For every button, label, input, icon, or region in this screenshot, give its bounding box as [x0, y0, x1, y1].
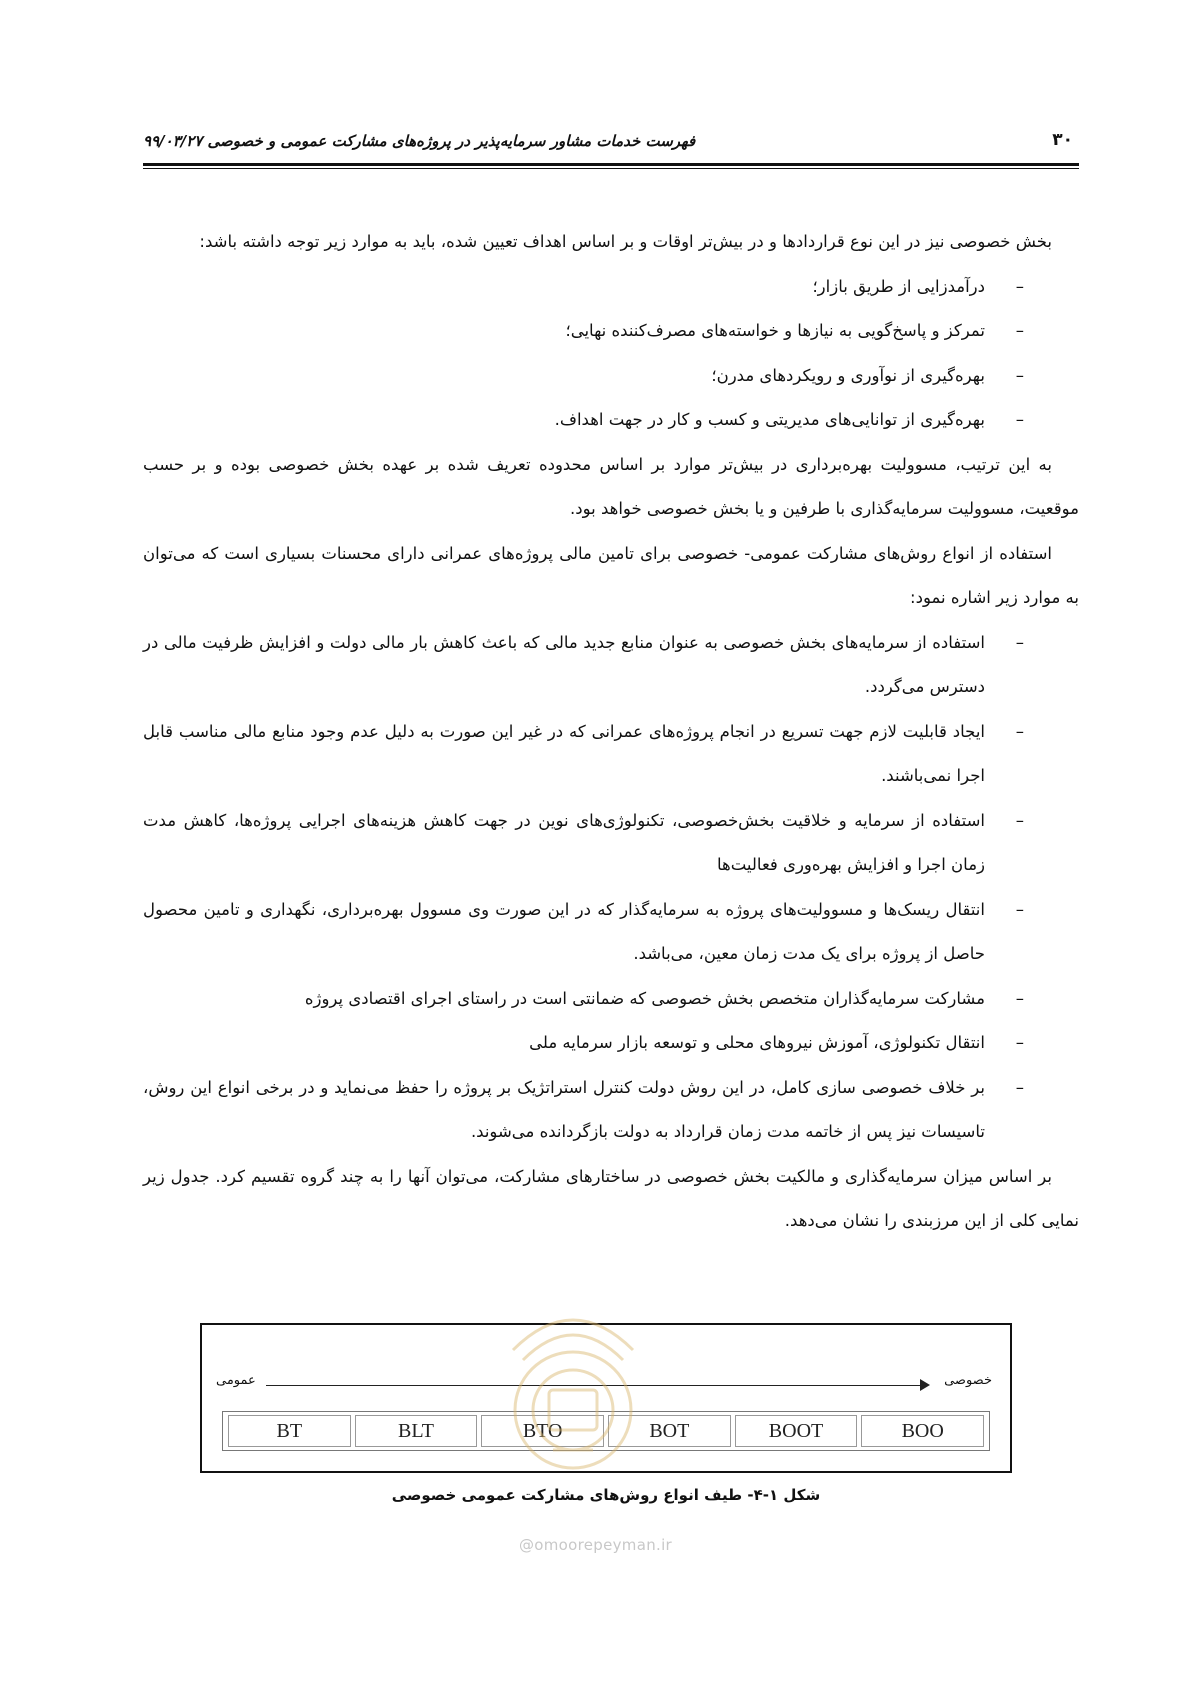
list-item: – استفاده از سرمایه‌های بخش خصوصی به عنوان منابع جدید مالی که باعث کاهش بار مالی دولت و افزایش ظرفیت مالی در دسترس می‌گردد. [143, 621, 1079, 710]
page-header [143, 128, 1079, 162]
dash-bullet: – [1015, 1077, 1024, 1097]
list-item: – ایجاد قابلیت لازم جهت تسریع در انجام پروژه‌های عمرانی که در غیر این صورت به دلیل عدم وجود منابع مالی مناسب قابل اجرا نمی‌باشند. [143, 710, 1079, 799]
dash-bullet: – [1015, 721, 1024, 741]
list-item: – مشارکت سرمایه‌گذاران متخصص بخش خصوصی که ضمانتی است در راستای اجرای اقتصادی پروژه [143, 977, 1079, 1022]
dash-bullet: – [1015, 810, 1024, 830]
body-text [143, 220, 1079, 1244]
header-rule-thin [143, 168, 1079, 169]
list-item: – بهره‌گیری از نوآوری و رویکردهای مدرن؛ [143, 354, 1079, 399]
list-item: – انتقال ریسک‌ها و مسوولیت‌های پروژه به سرمایه‌گذار که در این صورت وی مسوول بهره‌برداری، نگهداری و تامین محصول حاصل از پروژه برای یک مدت زمان معین، می‌باشد. [143, 888, 1079, 977]
seal-watermark-icon [483, 1290, 663, 1490]
paragraph-1: بخش خصوصی نیز در این نوع قراردادها و در بیش‌تر اوقات و بر اساس اهداف تعیین شده، باید به موارد زیر توجه داشته باشد: [199, 232, 1052, 251]
cell-blt: BLT [355, 1415, 478, 1447]
cell-boo: BOO [861, 1415, 984, 1447]
figure-caption: شکل ۱-۴- طیف انواع روش‌های مشارکت عمومی خصوصی [391, 1486, 821, 1504]
header-rule-thick [143, 163, 1079, 166]
list-item: – تمرکز و پاسخ‌گویی به نیازها و خواسته‌های مصرف‌کننده نهایی؛ [143, 309, 1079, 354]
list-item: – استفاده از سرمایه و خلاقیت بخش‌خصوصی، تکنولوژی‌های نوین در جهت کاهش هزینه‌های اجرایی پروژه‌ها، کاهش مدت زمان اجرا و افزایش بهره‌وری فعالیت‌ها [143, 799, 1079, 888]
cell-boot: BOOT [735, 1415, 858, 1447]
paragraph-4: بر اساس میزان سرمایه‌گذاری و مالکیت بخش خصوصی در ساختارهای مشارکت، می‌توان آنها را به چند گروه تقسیم کرد. جدول زیر نمایی کلی از این مرزبندی را نشان می‌دهد. [143, 1166, 1079, 1230]
dash-bullet: – [1015, 632, 1024, 652]
label-public: عمومی [216, 1373, 256, 1388]
list-item: – درآمدزایی از طریق بازار؛ [143, 265, 1079, 310]
watermark-site: @omoorepeyman.ir [518, 1536, 673, 1554]
list-1 [143, 265, 1079, 443]
arrow-head-icon [920, 1379, 930, 1391]
list-item: – بر خلاف خصوصی سازی کامل، در این روش دولت کنترل استراتژیک بر پروژه را حفظ می‌نماید و در برخی انواع این روش، تاسیسات نیز پس از خاتمه مدت زمان قرارداد به دولت بازگردانده می‌شوند. [143, 1066, 1079, 1155]
list-item: – بهره‌گیری از توانایی‌های مدیریتی و کسب و کار در جهت اهداف. [143, 398, 1079, 443]
dash-bullet: – [1015, 988, 1024, 1008]
dash-bullet: – [1015, 1033, 1024, 1052]
cell-bt: BT [228, 1415, 351, 1447]
paragraph-3: استفاده از انواع روش‌های مشارکت عمومی- خصوصی برای تامین مالی پروژه‌های عمرانی دارای محسنات بسیاری است که می‌توان به موارد زیر اشاره نمود: [143, 543, 1079, 607]
page-number: ۳۰ [1052, 130, 1073, 150]
paragraph-2: به این ترتیب، مسوولیت بهره‌برداری در بیش‌تر موارد بر اساس محدوده تعریف شده بر عهده بخش خصوصی بوده و بر حسب موقعیت، مسوولیت سرمایه‌گذاری با طرفین و یا بخش خصوصی خواهد بود. [143, 454, 1079, 518]
dash-bullet: – [1015, 321, 1024, 340]
dash-bullet: – [1015, 365, 1024, 385]
list-2 [143, 621, 1079, 1155]
list-item: – انتقال تکنولوژی، آموزش نیروهای محلی و توسعه بازار سرمایه ملی [143, 1021, 1079, 1066]
dash-bullet: – [1015, 899, 1024, 919]
cell-bot: BOT [608, 1415, 731, 1447]
dash-bullet: – [1015, 276, 1024, 296]
header-title: فهرست خدمات مشاور سرمایه‌پذیر در پروژه‌های مشارکت عمومی و خصوصی ۹۹/۰۳/۲۷ [143, 132, 696, 150]
label-private: خصوصی [944, 1373, 992, 1388]
cell-bto: BTO [481, 1415, 604, 1447]
dash-bullet: – [1015, 410, 1024, 429]
